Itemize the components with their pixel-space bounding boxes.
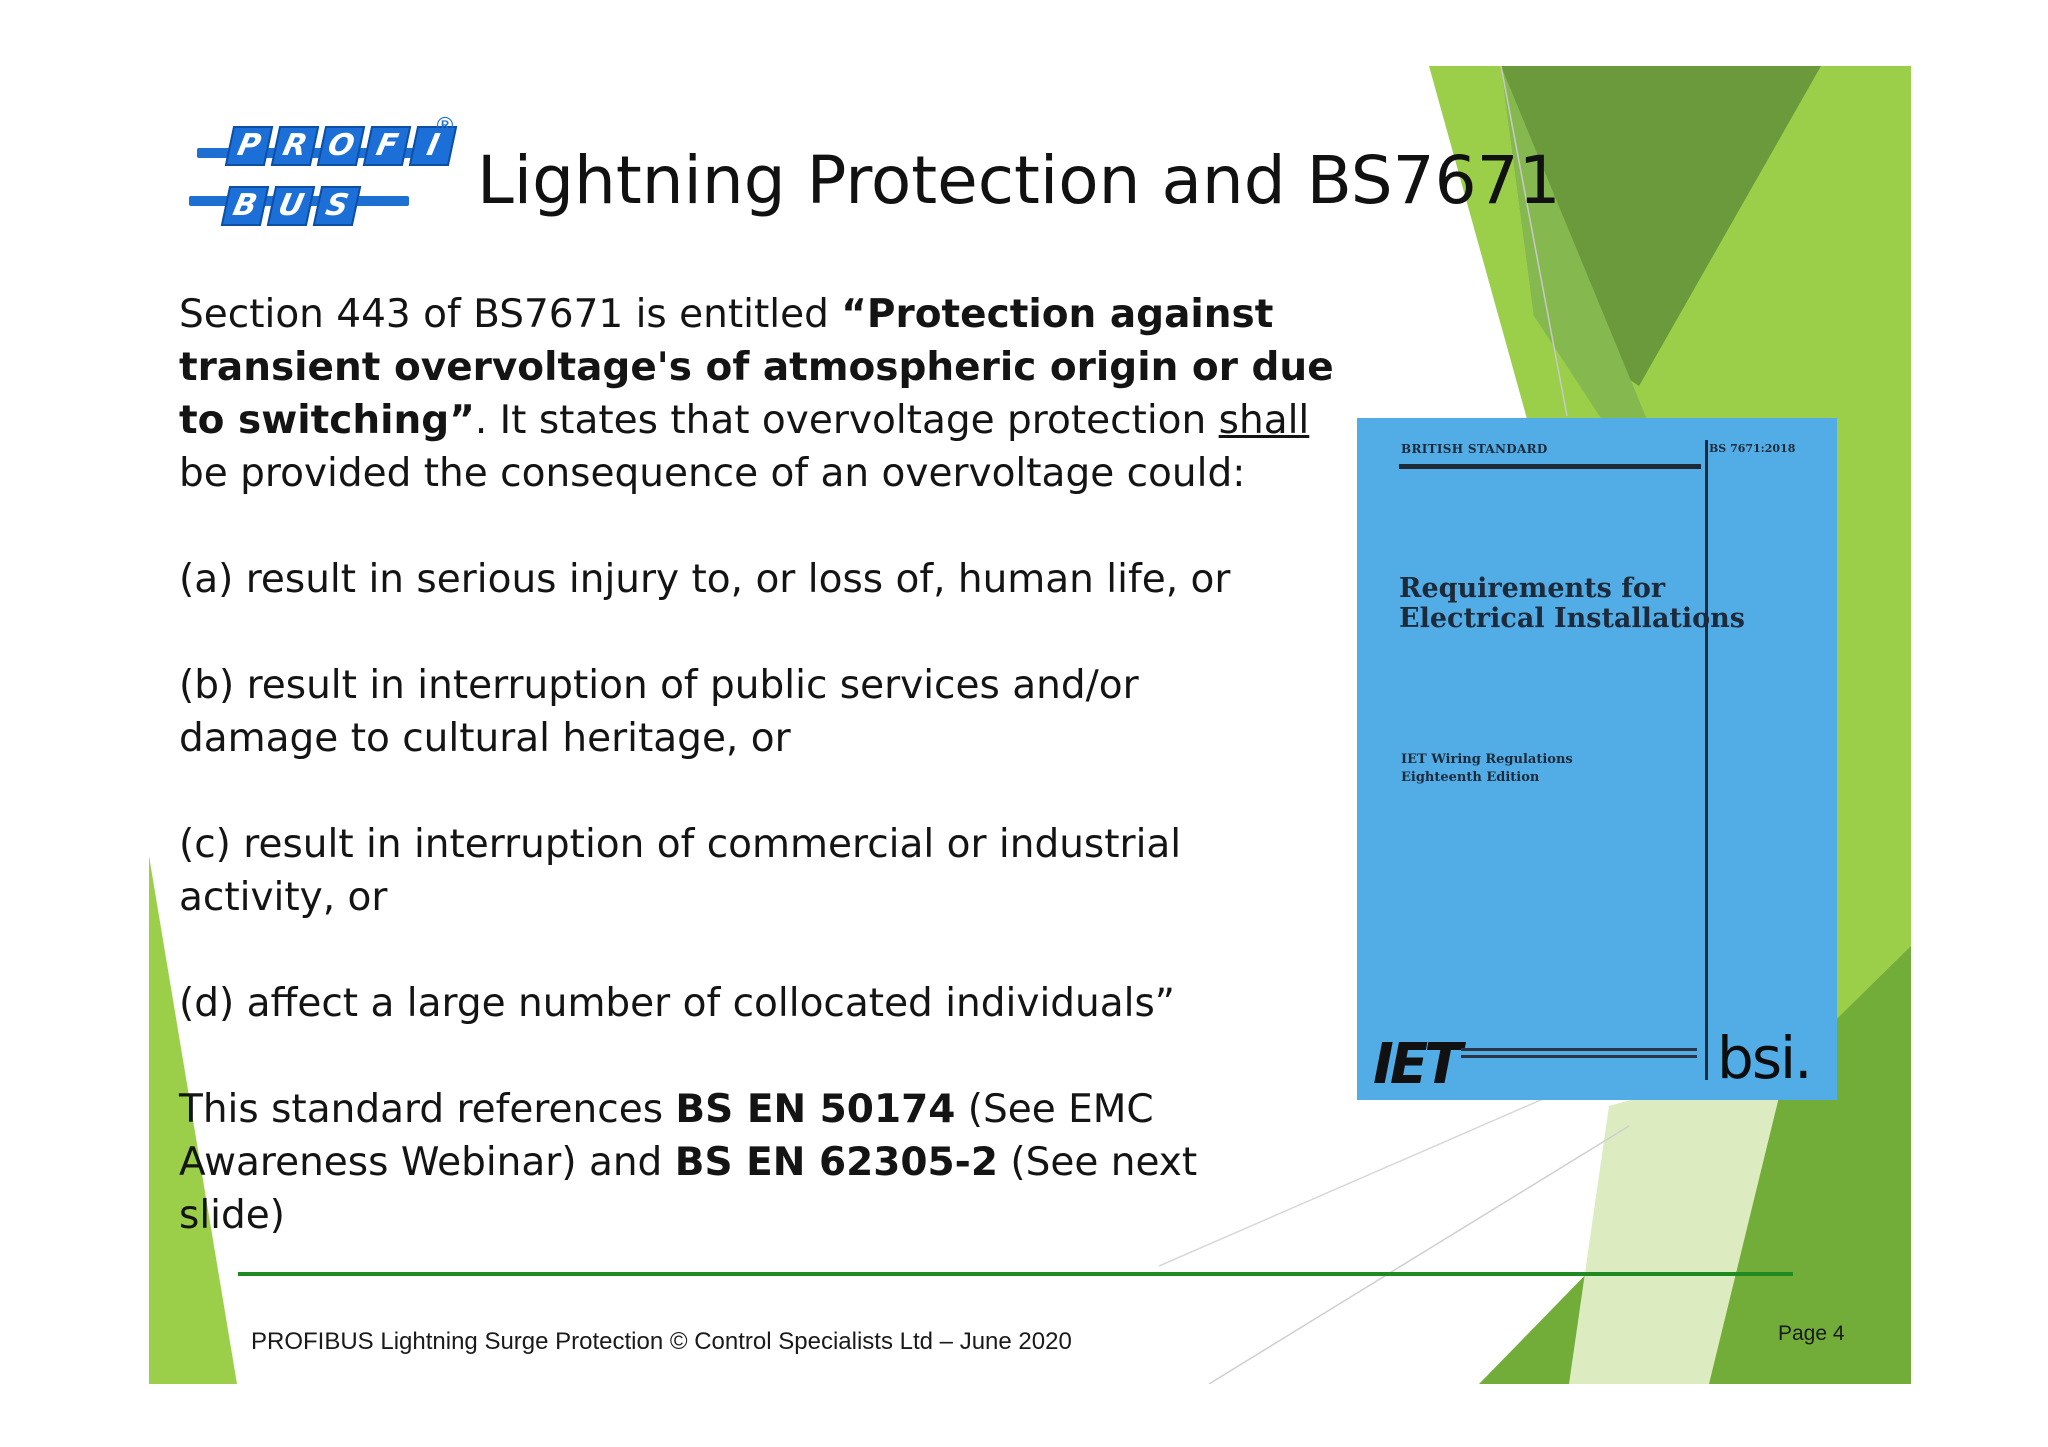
logo-letter: P: [225, 126, 274, 166]
cover-title-line1: Requirements for: [1399, 573, 1666, 604]
footer-text: PROFIBUS Lightning Surge Protection © Control Specialists Ltd – June 2020: [251, 1328, 1072, 1355]
bs7671-book-cover: [1357, 418, 1837, 1100]
ref-bs-en-62305-2: BS EN 62305-2: [674, 1140, 998, 1185]
cover-edition-line2: Eighteenth Edition: [1401, 770, 1540, 785]
refs-text: (See EMC Awareness Webinar) and: [179, 1087, 1154, 1185]
cover-code: BS 7671:2018: [1709, 442, 1796, 455]
logo-row-top: [229, 126, 453, 166]
slide: [149, 66, 1911, 1384]
registered-mark: ®: [434, 114, 456, 139]
logo-letter: O: [317, 126, 366, 166]
cover-fine-print: [1461, 1048, 1697, 1062]
refs-text: (See next slide): [179, 1140, 1198, 1238]
list-item-b: (b) result in interruption of public services and/or damage to cultural heritage, or: [179, 663, 1139, 761]
references-paragraph: [179, 1083, 1289, 1242]
bsi-logo: bsi.: [1717, 1024, 1811, 1092]
logo-letter: S: [313, 186, 362, 226]
cover-edition-line1: IET Wiring Regulations: [1401, 752, 1573, 767]
section-title-bold: “Protection against transient overvoltage's of atmospheric origin or due to switching”: [179, 292, 1334, 443]
ref-bs-en-50174: BS EN 50174: [675, 1087, 956, 1132]
logo-row-bottom: [225, 186, 357, 226]
logo-letter: I: [409, 126, 458, 166]
shall-underlined: shall: [1218, 398, 1310, 443]
logo-letter: U: [267, 186, 316, 226]
cover-title-line2: Electrical Installations: [1399, 603, 1746, 634]
list-item-d: (d) affect a large number of collocated individuals”: [179, 981, 1176, 1026]
intro-text: Section 443 of BS7671 is entitled: [179, 292, 842, 337]
slide-body: [179, 288, 1339, 1242]
page-number: Page 4: [1778, 1322, 1845, 1345]
cover-standard-label: BRITISH STANDARD: [1401, 442, 1548, 456]
intro-text: . It states that overvoltage protection: [474, 398, 1219, 443]
refs-text: This standard references: [179, 1087, 676, 1132]
profibus-logo: [189, 112, 456, 262]
list-item-c: (c) result in interruption of commercial or industrial activity, or: [179, 822, 1182, 920]
logo-letter: B: [221, 186, 270, 226]
logo-letter: R: [271, 126, 320, 166]
cover-rule: [1399, 464, 1701, 469]
intro-paragraph: [179, 288, 1339, 500]
footer-divider: [238, 1272, 1793, 1276]
intro-text: be provided the consequence of an overvoltage could:: [179, 451, 1246, 496]
cover-vertical-rule: [1705, 440, 1708, 1080]
list-item-a: (a) result in serious injury to, or loss of, human life, or: [179, 557, 1231, 602]
iet-logo: IET: [1373, 1032, 1459, 1097]
logo-letter: F: [363, 126, 412, 166]
slide-title: Lightning Protection and BS7671: [477, 142, 1561, 219]
